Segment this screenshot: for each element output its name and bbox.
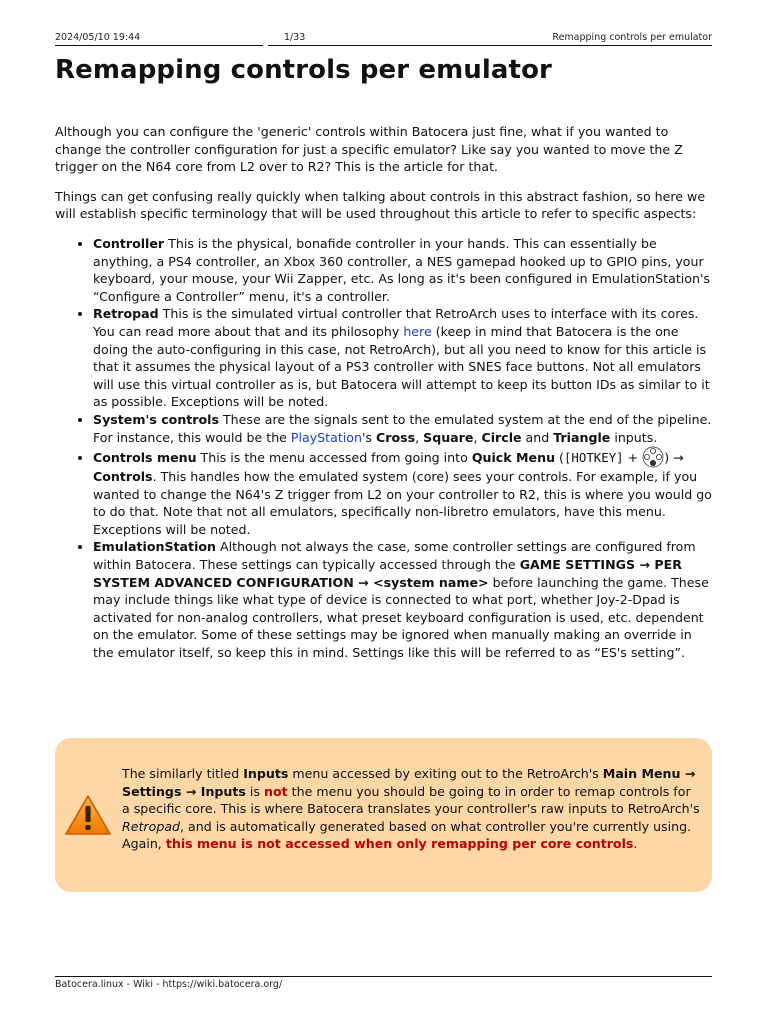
warning-icon [64, 794, 112, 836]
settings-path: GAME SETTINGS → PER SYSTEM ADVANCED CONFIGURATION → <system name> [93, 557, 682, 590]
link-here[interactable]: here [403, 323, 432, 339]
header-page-number: 1/33 [284, 32, 306, 43]
term-system-controls: System's controls [93, 411, 219, 427]
desc-system-a: These are the signals sent to the emulated system at the end of the pipeline. For instance, this would be the [93, 411, 712, 445]
term-emulationstation: EmulationStation [93, 539, 217, 555]
term-controller: Controller [93, 235, 165, 251]
header-title: Remapping controls per emulator [552, 32, 712, 43]
desc-controls-a: This is the menu accessed from going into [196, 450, 472, 466]
intro-paragraph-1: Although you can configure the 'generic' controls within Batocera just fine, what if you wanted to change the controller configuration for just a specific emulator? Like say you wanted to move the Z trigger on the N64 core from L2 over to R2? This is the article for that. [55, 124, 683, 175]
footer-rule [55, 976, 712, 977]
note-emphasis-warning: this menu is not accessed when only remapping per core controls [165, 836, 634, 852]
controls-label: Controls [93, 469, 153, 485]
list-item-emulationstation [93, 538, 712, 661]
quick-menu-label: Quick Menu [471, 450, 556, 466]
desc-retropad-a: This is the simulated virtual controller that RetroArch uses to interface with its cores. You can read more about that and its philosophy [93, 306, 699, 339]
header-rule-right [268, 45, 712, 46]
desc-system-comma-1: , [415, 429, 424, 445]
desc-system-c: inputs. [610, 429, 658, 445]
note-text-1: The similarly titled [122, 766, 244, 781]
button-name-circle: Circle [481, 429, 522, 445]
button-name-cross: Cross [376, 429, 416, 445]
page-title: Remapping controls per emulator [55, 55, 552, 85]
note-text-6: . [633, 836, 638, 852]
page-footer [55, 976, 712, 990]
header-date: 2024/05/10 19:44 [55, 32, 141, 43]
desc-controller: This is the physical, bonafide controller in your hands. This can essentially be anything, a PS4 controller, an Xbox 360 controller, a NES gamepad hooked up to GPIO pins, your keyboard, your mouse, your Wii Zapper, etc. As long as it's been configured in EmulationStation's “Configure a Controller” menu, it's a controller. [93, 235, 710, 304]
desc-controls-paren-open: ( [555, 450, 564, 466]
note-retropad: Retropad [122, 818, 181, 834]
button-name-square: Square [423, 429, 474, 445]
gamepad-buttons-icon [642, 446, 664, 468]
footer-text: Batocera.linux - Wiki - https://wiki.batocera.org/ [55, 979, 283, 990]
header-rule-left [55, 45, 263, 46]
note-text-2: menu accessed by exiting out to the RetroArch's [288, 766, 603, 781]
page-header [55, 32, 712, 46]
desc-controls-plus: + [623, 450, 643, 466]
warning-note-box [55, 738, 712, 892]
link-playstation[interactable]: PlayStation [290, 429, 362, 445]
button-name-triangle: Triangle [553, 429, 611, 445]
desc-system-comma-2: , [473, 429, 482, 445]
desc-es-a: Although not always the case, some controller settings are configured from within Batocera. These settings can typically accessed through the [93, 539, 696, 573]
hotkey-label: [HOTKEY] [563, 450, 624, 466]
warning-note-text [122, 765, 702, 853]
list-item-controls-menu [93, 446, 712, 538]
desc-controls-paren-close: ) → [664, 450, 684, 466]
terminology-list [55, 235, 712, 662]
list-item-retropad [93, 305, 712, 411]
desc-retropad-b: (keep in mind that Batocera is the one doing the auto-configuring in this case, not RetroArch), but all you need to know for this article is that it assumes the physical layout of a PS3 controller with SNES face buttons. Not all emulators will use this virtual controller as is, but Batocera will attempt to keep its button IDs as similar to it as possible. Exceptions will be noted. [93, 323, 710, 410]
list-item-controller [93, 235, 712, 305]
desc-es-b: before launching the game. These may include things like what type of device is connected to what port, whether Joy-2-Dpad is activated for non-analog controllers, what preset keyboard configuration is used, etc. dependent on the emulator. Some of these settings may be ignored when manually making an override in the emulator itself, so keep this in mind. Settings like this will be referred to as “ES's setting”. [93, 574, 709, 661]
desc-system-and: and [521, 429, 554, 445]
note-text-3: is [245, 783, 264, 799]
note-emphasis-not: not [264, 783, 288, 799]
term-controls-menu: Controls menu [93, 450, 197, 466]
intro-paragraph-2: Things can get confusing really quickly when talking about controls in this abstract fashion, so here we will establish specific terminology that will be used throughout this article to refer to specific aspects: [55, 188, 706, 222]
article-body [55, 123, 712, 662]
note-menu-path: Main Menu → Settings → Inputs [122, 766, 696, 799]
term-retropad: Retropad [93, 306, 159, 322]
note-text-4: the menu you should be going to in order to remap controls for a specific core. This is where Batocera translates your controller's raw inputs to RetroArch's [122, 783, 700, 817]
desc-system-b: 's [361, 429, 376, 445]
desc-controls-b: . This handles how the emulated system (core) sees your controls. For example, if you wanted to change the N64's Z trigger from L2 on your controller to R2, this is where you would go to do that. Note that not all emulators, specifically non-libretro emulators, have this menu. Exceptions will be noted. [93, 469, 712, 537]
note-inputs: Inputs [243, 766, 289, 781]
note-text-5: , and is automatically generated based on what controller you're currently using. Again, [122, 818, 692, 852]
list-item-system-controls [93, 411, 712, 446]
